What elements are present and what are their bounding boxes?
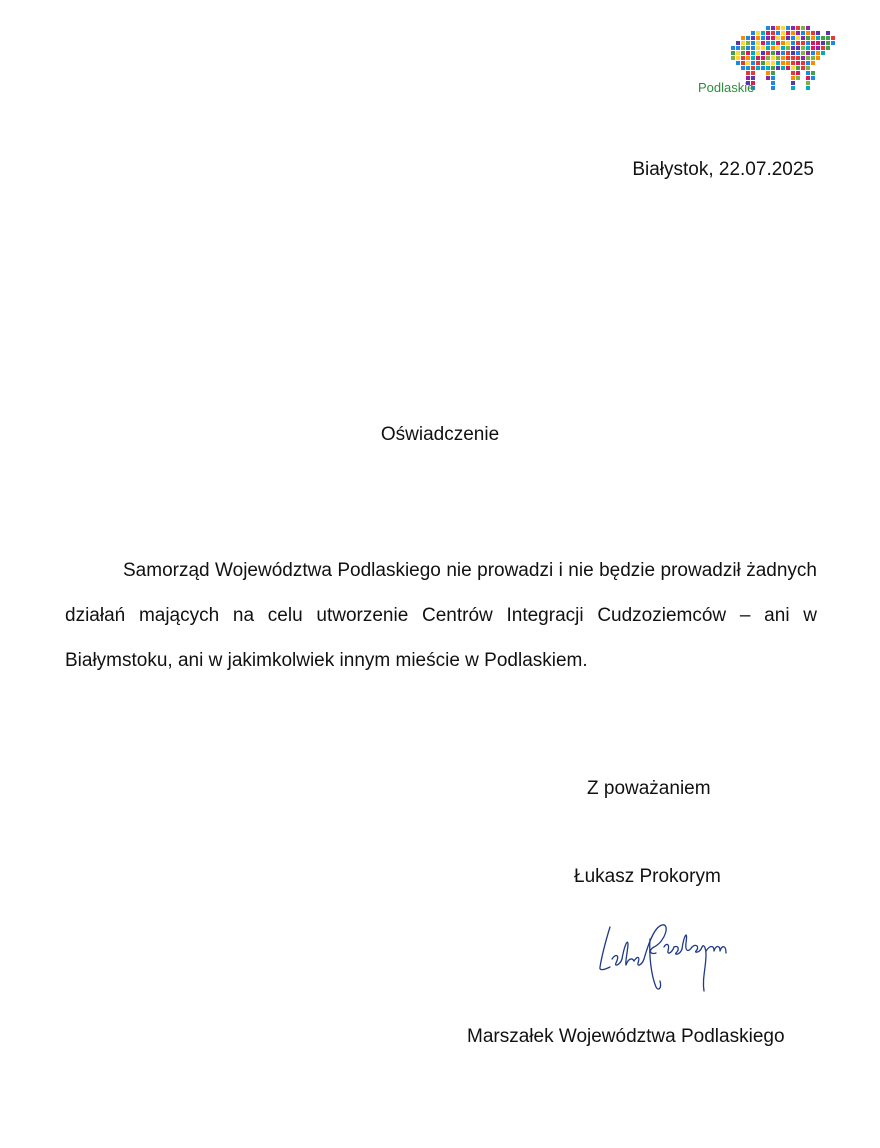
mosaic-tile — [796, 31, 800, 35]
mosaic-tile — [781, 66, 785, 70]
mosaic-tile — [766, 31, 770, 35]
mosaic-tile — [761, 61, 765, 65]
mosaic-tile — [806, 61, 810, 65]
mosaic-tile — [766, 46, 770, 50]
mosaic-tile — [831, 41, 835, 45]
mosaic-tile — [816, 36, 820, 40]
mosaic-tile — [771, 26, 775, 30]
mosaic-tile — [801, 31, 805, 35]
mosaic-tile — [771, 86, 775, 90]
mosaic-tile — [791, 46, 795, 50]
mosaic-tile — [796, 46, 800, 50]
mosaic-tile — [746, 71, 750, 75]
mosaic-tile — [776, 51, 780, 55]
mosaic-tile — [806, 76, 810, 80]
mosaic-tile — [736, 61, 740, 65]
handwritten-signature — [592, 915, 732, 1000]
mosaic-tile — [806, 81, 810, 85]
mosaic-tile — [791, 31, 795, 35]
mosaic-tile — [741, 56, 745, 60]
mosaic-tile — [791, 66, 795, 70]
mosaic-tile — [816, 31, 820, 35]
mosaic-tile — [811, 76, 815, 80]
signer-name: Łukasz Prokorym — [574, 866, 721, 887]
mosaic-tile — [781, 36, 785, 40]
mosaic-tile — [796, 41, 800, 45]
mosaic-tile — [801, 46, 805, 50]
mosaic-tile — [796, 56, 800, 60]
logo-text: Podlaskie — [698, 80, 755, 95]
document-body — [65, 548, 817, 683]
mosaic-tile — [826, 36, 830, 40]
mosaic-tile — [751, 71, 755, 75]
mosaic-tile — [781, 56, 785, 60]
mosaic-tile — [766, 71, 770, 75]
document-title: Oświadczenie — [380, 424, 500, 445]
mosaic-tile — [746, 51, 750, 55]
mosaic-tile — [811, 41, 815, 45]
mosaic-tile — [791, 71, 795, 75]
mosaic-tile — [811, 71, 815, 75]
mosaic-tile — [791, 76, 795, 80]
mosaic-tile — [746, 66, 750, 70]
mosaic-tile — [786, 66, 790, 70]
mosaic-tile — [751, 66, 755, 70]
mosaic-tile — [806, 56, 810, 60]
mosaic-tile — [811, 51, 815, 55]
mosaic-tile — [786, 36, 790, 40]
mosaic-tile — [756, 41, 760, 45]
mosaic-tile — [766, 51, 770, 55]
mosaic-tile — [821, 51, 825, 55]
mosaic-tile — [776, 36, 780, 40]
mosaic-tile — [826, 41, 830, 45]
mosaic-tile — [776, 56, 780, 60]
mosaic-tile — [781, 31, 785, 35]
mosaic-tile — [791, 51, 795, 55]
mosaic-tile — [796, 26, 800, 30]
mosaic-tile — [776, 31, 780, 35]
mosaic-tile — [736, 46, 740, 50]
mosaic-tile — [821, 46, 825, 50]
mosaic-tile — [806, 51, 810, 55]
mosaic-tile — [751, 56, 755, 60]
mosaic-tile — [811, 46, 815, 50]
mosaic-tile — [776, 66, 780, 70]
mosaic-tile — [811, 36, 815, 40]
mosaic-tile — [736, 56, 740, 60]
mosaic-tile — [736, 51, 740, 55]
mosaic-tile — [766, 61, 770, 65]
mosaic-tile — [756, 56, 760, 60]
mosaic-tile — [741, 66, 745, 70]
mosaic-tile — [816, 51, 820, 55]
mosaic-tile — [741, 46, 745, 50]
mosaic-tile — [781, 41, 785, 45]
mosaic-tile — [816, 56, 820, 60]
mosaic-tile — [781, 51, 785, 55]
mosaic-tile — [791, 26, 795, 30]
mosaic-tile — [811, 56, 815, 60]
mosaic-tile — [771, 81, 775, 85]
mosaic-tile — [776, 41, 780, 45]
mosaic-tile — [801, 51, 805, 55]
mosaic-tile — [756, 61, 760, 65]
mosaic-tile — [791, 56, 795, 60]
signer-position: Marszałek Województwa Podlaskiego — [467, 1026, 785, 1047]
mosaic-tile — [821, 41, 825, 45]
mosaic-tile — [816, 46, 820, 50]
mosaic-tile — [751, 31, 755, 35]
mosaic-tile — [756, 31, 760, 35]
mosaic-tile — [806, 36, 810, 40]
mosaic-tile — [796, 36, 800, 40]
mosaic-tile — [766, 76, 770, 80]
mosaic-tile — [771, 51, 775, 55]
mosaic-tile — [796, 76, 800, 80]
mosaic-tile — [776, 61, 780, 65]
mosaic-tile — [796, 61, 800, 65]
mosaic-tile — [796, 66, 800, 70]
body-paragraph: Samorząd Województwa Podlaskiego nie prowadzi i nie będzie prowadził żadnych działań mających na celu utworzenie Centrów Integracji Cudzoziemców – ani w Białymstoku, ani w jakimkolwiek innym mieście w Podlaskiem. — [65, 560, 817, 671]
mosaic-tile — [771, 66, 775, 70]
mosaic-tile — [766, 56, 770, 60]
mosaic-tile — [761, 36, 765, 40]
mosaic-tile — [816, 41, 820, 45]
mosaic-tile — [766, 26, 770, 30]
mosaic-tile — [781, 46, 785, 50]
mosaic-tile — [756, 46, 760, 50]
mosaic-tile — [746, 46, 750, 50]
mosaic-tile — [771, 56, 775, 60]
mosaic-tile — [826, 46, 830, 50]
mosaic-tile — [806, 41, 810, 45]
mosaic-tile — [801, 66, 805, 70]
mosaic-tile — [806, 26, 810, 30]
mosaic-tile — [801, 36, 805, 40]
mosaic-tile — [761, 51, 765, 55]
mosaic-tile — [741, 61, 745, 65]
mosaic-tile — [756, 51, 760, 55]
mosaic-tile — [751, 41, 755, 45]
mosaic-tile — [731, 51, 735, 55]
mosaic-tile — [751, 61, 755, 65]
mosaic-tile — [811, 31, 815, 35]
mosaic-tile — [761, 56, 765, 60]
podlaskie-logo — [694, 22, 844, 102]
mosaic-tile — [791, 86, 795, 90]
mosaic-tile — [821, 36, 825, 40]
mosaic-tile — [796, 51, 800, 55]
mosaic-tile — [741, 51, 745, 55]
mosaic-tile — [771, 61, 775, 65]
mosaic-tile — [781, 61, 785, 65]
mosaic-tile — [776, 46, 780, 50]
mosaic-tile — [731, 46, 735, 50]
mosaic-tile — [731, 56, 735, 60]
mosaic-tile — [806, 86, 810, 90]
mosaic-tile — [796, 71, 800, 75]
mosaic-tile — [791, 36, 795, 40]
mosaic-tile — [751, 51, 755, 55]
mosaic-tile — [771, 31, 775, 35]
mosaic-tile — [806, 46, 810, 50]
mosaic-tile — [746, 41, 750, 45]
mosaic-tile — [786, 51, 790, 55]
mosaic-tile — [806, 71, 810, 75]
mosaic-tile — [736, 41, 740, 45]
mosaic-tile — [761, 31, 765, 35]
mosaic-tile — [771, 46, 775, 50]
mosaic-tile — [786, 41, 790, 45]
mosaic-tile — [786, 26, 790, 30]
mosaic-tile — [811, 61, 815, 65]
mosaic-tile — [741, 36, 745, 40]
mosaic-tile — [826, 31, 830, 35]
mosaic-tile — [806, 66, 810, 70]
mosaic-tile — [786, 56, 790, 60]
mosaic-tile — [756, 36, 760, 40]
mosaic-tile — [831, 36, 835, 40]
mosaic-tile — [801, 26, 805, 30]
mosaic-tile — [801, 41, 805, 45]
mosaic-tile — [766, 36, 770, 40]
mosaic-tile — [801, 61, 805, 65]
mosaic-tile — [781, 26, 785, 30]
mosaic-tile — [746, 56, 750, 60]
mosaic-tile — [771, 36, 775, 40]
mosaic-tile — [766, 41, 770, 45]
mosaic-tile — [761, 46, 765, 50]
mosaic-tile — [751, 36, 755, 40]
closing-phrase: Z poważaniem — [587, 778, 711, 799]
mosaic-tile — [756, 66, 760, 70]
mosaic-tile — [791, 41, 795, 45]
mosaic-tile — [786, 31, 790, 35]
mosaic-tile — [791, 61, 795, 65]
mosaic-tile — [776, 26, 780, 30]
mosaic-tile — [771, 71, 775, 75]
place-date: Białystok, 22.07.2025 — [632, 159, 814, 180]
mosaic-tile — [786, 46, 790, 50]
mosaic-tile — [746, 61, 750, 65]
mosaic-tile — [751, 46, 755, 50]
mosaic-tile — [801, 56, 805, 60]
mosaic-tile — [741, 41, 745, 45]
mosaic-tile — [771, 41, 775, 45]
mosaic-tile — [766, 66, 770, 70]
mosaic-tile — [771, 76, 775, 80]
mosaic-tile — [791, 81, 795, 85]
mosaic-tile — [761, 41, 765, 45]
mosaic-tile — [786, 61, 790, 65]
mosaic-tile — [761, 66, 765, 70]
mosaic-tile — [806, 31, 810, 35]
mosaic-tile — [746, 36, 750, 40]
